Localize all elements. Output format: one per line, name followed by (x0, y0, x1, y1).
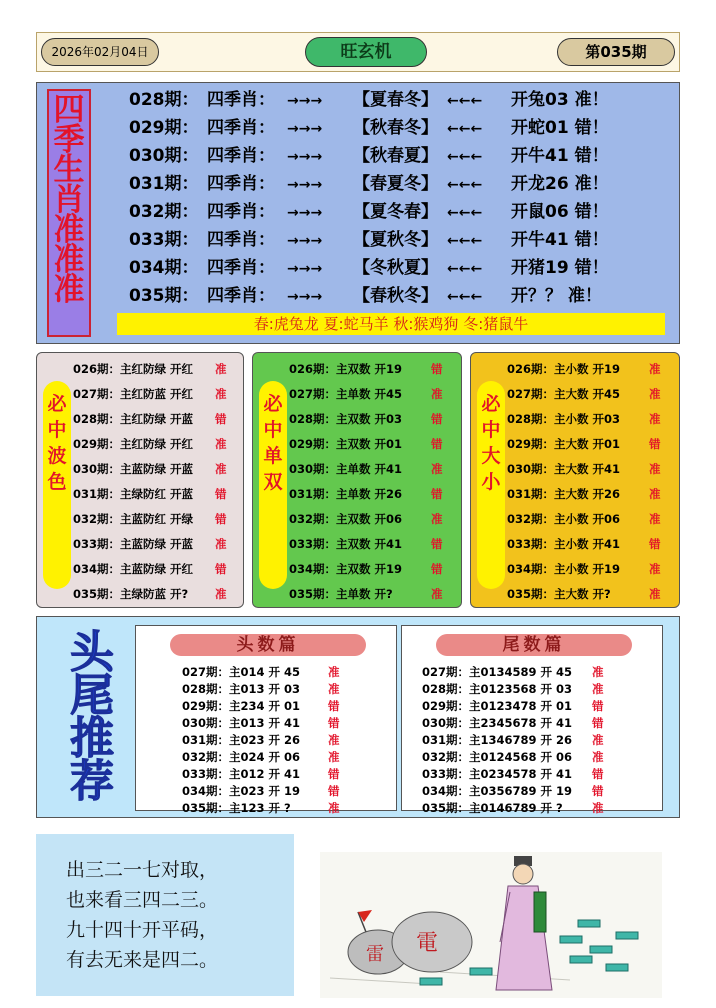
season-row-label: 四季肖： (207, 230, 275, 250)
title-char: 必 (263, 393, 283, 415)
season-row-issue: 030期： (129, 146, 199, 166)
odd-even-panel (252, 352, 462, 608)
number-text: 034期：主0356789 开 19 (422, 784, 573, 798)
arrow-right-icon: →→→ (287, 289, 323, 305)
prediction-row (289, 357, 443, 382)
number-result: 错 (328, 767, 340, 781)
title-char: 必 (47, 393, 67, 415)
season-row-label: 四季肖： (207, 146, 275, 166)
big-small-title (477, 381, 505, 589)
prediction-text: 031期：主绿防红 开蓝 (73, 487, 194, 501)
season-row-issue: 033期： (129, 230, 199, 250)
brand-title: 旺玄机 (305, 37, 427, 67)
season-row-issue: 035期： (129, 286, 199, 306)
arrow-right-icon: →→→ (287, 121, 323, 137)
season-row-pick: 【春夏冬】 (353, 174, 438, 194)
prediction-row (73, 432, 227, 457)
number-result: 错 (328, 699, 340, 713)
rock-left-label: 雷 (366, 944, 384, 965)
prediction-result: 准 (215, 387, 227, 401)
number-result: 错 (328, 716, 340, 730)
prediction-result: 错 (215, 562, 227, 576)
title-char: 季 (53, 122, 85, 158)
prediction-text: 026期：主红防绿 开红 (73, 362, 194, 376)
prediction-result: 错 (431, 412, 443, 426)
number-row (182, 783, 340, 800)
prediction-text: 027期：主大数 开45 (507, 387, 621, 401)
poem-line: 出三二一七对取， (66, 859, 219, 881)
prediction-result: 准 (649, 562, 661, 576)
number-text: 030期：主013 开 41 (182, 716, 301, 730)
wave-color-panel (36, 352, 244, 608)
seasons-legend: 春:虎兔龙 夏:蛇马羊 秋:猴鸡狗 冬:猪鼠牛 (117, 313, 665, 335)
prediction-result: 错 (215, 512, 227, 526)
prediction-text: 027期：主红防蓝 开红 (73, 387, 194, 401)
prediction-result: 准 (649, 362, 661, 376)
head-number-box (135, 625, 397, 815)
prediction-text: 033期：主蓝防绿 开蓝 (73, 537, 194, 551)
season-row (129, 255, 609, 281)
arrow-left-icon: ←←← (447, 121, 483, 137)
title-char: 生 (53, 152, 85, 188)
season-row (129, 199, 609, 225)
prediction-result: 准 (431, 387, 443, 401)
season-row (129, 283, 609, 309)
prediction-text: 031期：主单数 开26 (289, 487, 403, 501)
prediction-text: 033期：主双数 开41 (289, 537, 403, 551)
number-result: 准 (328, 801, 340, 815)
prediction-result: 准 (215, 362, 227, 376)
number-result: 准 (592, 801, 604, 815)
prediction-result: 错 (431, 487, 443, 501)
prediction-result: 准 (431, 512, 443, 526)
season-row-label: 四季肖： (207, 202, 275, 222)
prediction-result: 错 (215, 412, 227, 426)
prediction-row (73, 457, 227, 482)
number-text: 030期：主2345678 开 41 (422, 716, 573, 730)
number-result: 准 (592, 682, 604, 696)
number-result: 错 (328, 784, 340, 798)
season-row-label: 四季肖： (207, 258, 275, 278)
number-text: 027期：主014 开 45 (182, 665, 301, 679)
wave-color-title (43, 381, 71, 589)
prediction-text: 035期：主绿防蓝 开? (73, 587, 189, 601)
number-row (422, 698, 604, 715)
prediction-row (289, 382, 443, 407)
season-row-label: 四季肖： (207, 118, 275, 138)
prediction-row (507, 507, 661, 532)
season-row-result: 开蛇01 错！ (511, 118, 609, 138)
arrow-left-icon: ←←← (447, 261, 483, 277)
season-row-result: 开牛41 错！ (511, 146, 609, 166)
season-row-issue: 032期： (129, 202, 199, 222)
number-text: 033期：主012 开 41 (182, 767, 301, 781)
season-row-label: 四季肖： (207, 174, 275, 194)
number-result: 错 (592, 699, 604, 713)
prediction-result: 准 (215, 587, 227, 601)
prediction-row (289, 557, 443, 582)
number-result: 准 (328, 682, 340, 696)
number-row (422, 766, 604, 783)
season-row-pick: 【春秋冬】 (353, 286, 438, 306)
prediction-text: 027期：主单数 开45 (289, 387, 403, 401)
number-text: 032期：主024 开 06 (182, 750, 301, 764)
title-char: 头 (70, 627, 114, 678)
tail-number-title: 尾数篇 (436, 634, 632, 656)
prediction-text: 032期：主双数 开06 (289, 512, 403, 526)
prediction-text: 032期：主蓝防红 开绿 (73, 512, 194, 526)
prediction-text: 034期：主蓝防绿 开红 (73, 562, 194, 576)
prediction-result: 准 (649, 412, 661, 426)
prediction-row (289, 457, 443, 482)
prediction-row (507, 457, 661, 482)
poem-box (36, 834, 294, 996)
number-text: 035期：主0146789 开 ? (422, 801, 563, 815)
number-row (182, 681, 340, 698)
issue-badge: 第035期 (557, 38, 675, 66)
season-row (129, 115, 609, 141)
title-char: 中 (481, 419, 501, 441)
prediction-result: 准 (649, 462, 661, 476)
number-result: 错 (592, 767, 604, 781)
season-row-label: 四季肖： (207, 90, 275, 110)
prediction-result: 准 (649, 587, 661, 601)
number-text: 035期：主123 开 ? (182, 801, 291, 815)
head-number-title: 头数篇 (170, 634, 366, 656)
date-badge: 2026年02月04日 (41, 38, 159, 66)
title-char: 单 (263, 445, 283, 467)
prediction-text: 034期：主小数 开19 (507, 562, 621, 576)
prediction-row (73, 532, 227, 557)
season-row-issue: 031期： (129, 174, 199, 194)
number-row (182, 664, 340, 681)
number-result: 准 (328, 733, 340, 747)
number-text: 029期：主0123478 开 01 (422, 699, 573, 713)
prediction-row (73, 582, 227, 607)
title-char: 四 (53, 92, 85, 128)
prediction-row (73, 482, 227, 507)
season-row (129, 87, 609, 113)
prediction-text: 029期：主双数 开01 (289, 437, 403, 451)
prediction-text: 029期：主红防绿 开红 (73, 437, 194, 451)
number-row (422, 800, 604, 817)
prediction-row (289, 407, 443, 432)
prediction-text: 028期：主红防绿 开蓝 (73, 412, 194, 426)
number-text: 028期：主0123568 开 03 (422, 682, 573, 696)
season-row-result: 开龙26 准！ (511, 174, 609, 194)
prediction-result: 错 (431, 537, 443, 551)
prediction-result: 准 (215, 437, 227, 451)
season-row-issue: 034期： (129, 258, 199, 278)
season-row-pick: 【秋春夏】 (353, 146, 438, 166)
title-char: 中 (263, 419, 283, 441)
number-result: 准 (592, 733, 604, 747)
number-result: 准 (592, 750, 604, 764)
season-row-pick: 【秋春冬】 (353, 118, 438, 138)
season-row (129, 171, 609, 197)
number-row (422, 749, 604, 766)
prediction-result: 准 (431, 462, 443, 476)
prediction-text: 030期：主蓝防绿 开蓝 (73, 462, 194, 476)
number-row (182, 732, 340, 749)
title-char: 准 (53, 242, 85, 278)
season-row-issue: 028期： (129, 90, 199, 110)
prediction-result: 错 (431, 362, 443, 376)
prediction-result: 错 (215, 487, 227, 501)
arrow-right-icon: →→→ (287, 149, 323, 165)
arrow-right-icon: →→→ (287, 205, 323, 221)
season-row (129, 227, 609, 253)
prediction-text: 026期：主小数 开19 (507, 362, 621, 376)
prediction-result: 错 (431, 562, 443, 576)
prediction-row (507, 432, 661, 457)
title-char: 荐 (70, 756, 114, 807)
prediction-row (73, 557, 227, 582)
arrow-right-icon: →→→ (287, 261, 323, 277)
prediction-text: 034期：主双数 开19 (289, 562, 403, 576)
season-row-pick: 【夏冬春】 (353, 202, 438, 222)
number-text: 027期：主0134589 开 45 (422, 665, 573, 679)
prediction-text: 029期：主大数 开01 (507, 437, 621, 451)
number-text: 031期：主1346789 开 26 (422, 733, 573, 747)
title-char: 肖 (53, 182, 85, 218)
prediction-row (507, 532, 661, 557)
arrow-left-icon: ←←← (447, 149, 483, 165)
prediction-text: 035期：主大数 开? (507, 587, 611, 601)
title-char: 小 (481, 471, 501, 493)
title-char: 推 (70, 713, 114, 764)
prediction-text: 030期：主单数 开41 (289, 462, 403, 476)
big-small-panel (470, 352, 680, 608)
season-row-result: 开？？ 准！ (511, 286, 602, 306)
title-char: 准 (53, 212, 85, 248)
prediction-row (507, 382, 661, 407)
prediction-row (289, 582, 443, 607)
number-result: 准 (592, 665, 604, 679)
number-row (182, 766, 340, 783)
number-row (422, 664, 604, 681)
prediction-text: 032期：主小数 开06 (507, 512, 621, 526)
arrow-left-icon: ←←← (447, 233, 483, 249)
title-char: 大 (481, 445, 501, 467)
number-row (182, 715, 340, 732)
prediction-result: 错 (431, 437, 443, 451)
illustration-scene (320, 852, 662, 998)
arrow-right-icon: →→→ (287, 233, 323, 249)
prediction-row (289, 432, 443, 457)
prediction-result: 准 (215, 537, 227, 551)
poem-line: 九十四十开平码， (66, 919, 219, 941)
prediction-result: 准 (649, 487, 661, 501)
prediction-row (507, 582, 661, 607)
number-text: 033期：主0234578 开 41 (422, 767, 573, 781)
number-row (422, 681, 604, 698)
prediction-text: 028期：主小数 开03 (507, 412, 621, 426)
prediction-text: 028期：主双数 开03 (289, 412, 403, 426)
poem-line: 有去无来是四二。 (66, 949, 219, 971)
title-char: 尾 (70, 670, 114, 721)
title-char: 必 (481, 393, 501, 415)
rock-right-label: 電 (416, 931, 439, 956)
head-tail-title (47, 627, 137, 807)
number-result: 错 (592, 716, 604, 730)
prediction-result: 准 (431, 587, 443, 601)
number-row (182, 800, 340, 817)
title-char: 波 (47, 445, 67, 467)
season-row-pick: 【冬秋夏】 (353, 258, 438, 278)
prediction-row (289, 482, 443, 507)
prediction-row (73, 357, 227, 382)
four-seasons-panel (36, 82, 680, 344)
head-tail-panel (36, 616, 680, 818)
season-row-label: 四季肖： (207, 286, 275, 306)
number-row (182, 698, 340, 715)
prediction-row (73, 382, 227, 407)
season-row-result: 开牛41 错！ (511, 230, 609, 250)
number-text: 034期：主023 开 19 (182, 784, 301, 798)
prediction-row (289, 507, 443, 532)
arrow-right-icon: →→→ (287, 93, 323, 109)
arrow-left-icon: ←←← (447, 93, 483, 109)
title-char: 色 (47, 471, 67, 493)
prediction-result: 错 (649, 537, 661, 551)
season-row-pick: 【夏春冬】 (353, 90, 438, 110)
prediction-result: 错 (649, 437, 661, 451)
prediction-text: 026期：主双数 开19 (289, 362, 403, 376)
odd-even-title (259, 381, 287, 589)
number-result: 错 (592, 784, 604, 798)
number-row (422, 715, 604, 732)
prediction-row (73, 507, 227, 532)
number-text: 031期：主023 开 26 (182, 733, 301, 747)
number-text: 029期：主234 开 01 (182, 699, 301, 713)
season-row-issue: 029期： (129, 118, 199, 138)
arrow-left-icon: ←←← (447, 289, 483, 305)
season-row-result: 开猪19 错！ (511, 258, 609, 278)
arrow-right-icon: →→→ (287, 177, 323, 193)
season-row-result: 开兔03 准！ (511, 90, 609, 110)
prediction-text: 031期：主大数 开26 (507, 487, 621, 501)
prediction-result: 准 (649, 512, 661, 526)
number-row (422, 732, 604, 749)
number-row (422, 783, 604, 800)
arrow-left-icon: ←←← (447, 177, 483, 193)
prediction-text: 033期：主小数 开41 (507, 537, 621, 551)
prediction-row (507, 557, 661, 582)
prediction-row (289, 532, 443, 557)
title-char: 双 (263, 471, 283, 493)
prediction-row (507, 357, 661, 382)
page-header (36, 32, 680, 72)
number-result: 准 (328, 750, 340, 764)
arrow-left-icon: ←←← (447, 205, 483, 221)
number-result: 准 (328, 665, 340, 679)
prediction-row (507, 482, 661, 507)
prediction-row (507, 407, 661, 432)
prediction-text: 030期：主大数 开41 (507, 462, 621, 476)
tail-number-box (401, 625, 663, 815)
prediction-result: 准 (215, 462, 227, 476)
four-seasons-title (47, 89, 91, 337)
season-row-result: 开鼠06 错！ (511, 202, 609, 222)
rock-right (392, 912, 472, 972)
prediction-text: 035期：主单数 开? (289, 587, 393, 601)
season-row (129, 143, 609, 169)
title-char: 中 (47, 419, 67, 441)
number-text: 032期：主0124568 开 06 (422, 750, 573, 764)
number-row (182, 749, 340, 766)
number-text: 028期：主013 开 03 (182, 682, 301, 696)
prediction-result: 准 (649, 387, 661, 401)
poem-line: 也来看三四二三。 (66, 889, 219, 911)
season-row-pick: 【夏秋冬】 (353, 230, 438, 250)
title-char: 准 (53, 272, 85, 308)
prediction-row (73, 407, 227, 432)
